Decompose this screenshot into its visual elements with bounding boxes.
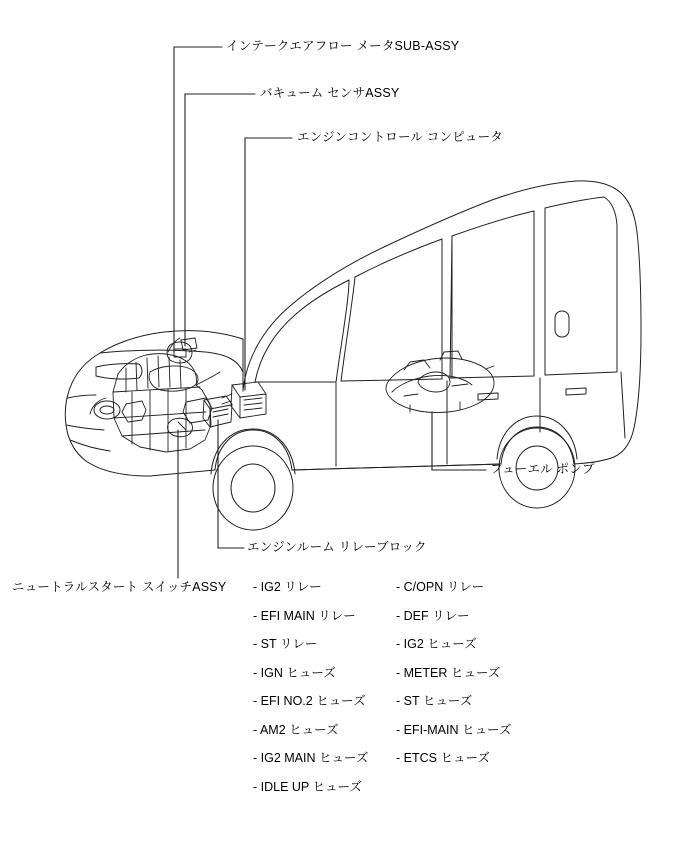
label-fuel-pump: フューエル ポンプ <box>490 462 595 476</box>
relay-block-item-list-right <box>396 573 511 773</box>
neutral-start-switch-part <box>168 418 193 436</box>
relay-block-list-item: - EFI NO.2 ヒューズ <box>253 694 366 708</box>
relay-block-list-item: - ST ヒューズ <box>396 694 473 708</box>
relay-block-list-item: - IDLE UP ヒューズ <box>253 779 362 794</box>
label-engine-room-relay-block: エンジンルーム リレーブロック <box>247 540 427 554</box>
relay-block-list-item: - IGN ヒューズ <box>253 665 336 680</box>
relay-block-list-item: - EFI-MAIN ヒューズ <box>396 722 512 737</box>
leader-lines <box>174 47 486 578</box>
relay-block-list-item: - METER ヒューズ <box>396 665 501 680</box>
relay-block-list-item: - IG2 MAIN ヒューズ <box>253 751 369 765</box>
relay-block-list-item: - AM2 ヒューズ <box>253 722 339 737</box>
fuel-pump-part <box>386 351 494 414</box>
relay-block-item-list-left <box>253 573 368 801</box>
engine-assembly <box>90 338 220 452</box>
window-glass <box>255 197 617 382</box>
label-intake-air-flow-meter: インテークエアフロー メータSUB-ASSY <box>226 39 460 53</box>
label-neutral-start-switch: ニュートラルスタート スイッチASSY <box>12 580 227 594</box>
relay-block-list-item: - IG2 ヒューズ <box>396 637 477 651</box>
intake-air-flow-meter-part <box>167 342 196 363</box>
relay-block-list-item: - C/OPN リレー <box>396 580 485 594</box>
label-engine-control-computer: エンジンコントロール コンピュータ <box>297 130 503 144</box>
vacuum-sensor-part <box>181 338 197 350</box>
relay-block-list-item: - DEF リレー <box>396 608 470 623</box>
relay-block-list-item: - IG2 リレー <box>253 580 322 594</box>
relay-block-list-item: - EFI MAIN リレー <box>253 608 356 623</box>
label-vacuum-sensor: バキューム センサASSY <box>260 86 400 100</box>
relay-block-list-item: - ETCS ヒューズ <box>396 751 490 765</box>
relay-block-list-item: - ST リレー <box>253 637 318 651</box>
